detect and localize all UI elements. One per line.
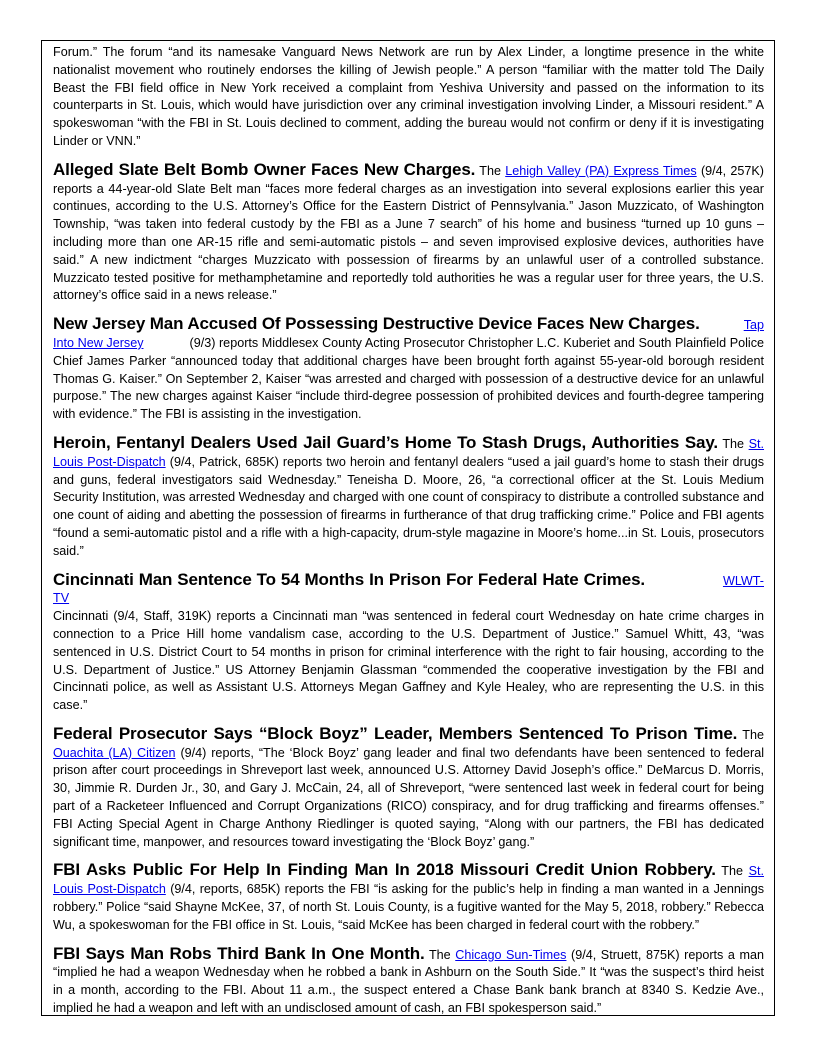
article	[53, 725, 764, 852]
article-source-link[interactable]: Ouachita (LA) Citizen	[53, 745, 176, 760]
article-body: (9/4, Patrick, 685K) reports two heroin and fentanyl dealers “used a jail guard’s home to stash their drugs and guns, federal investigators said Wednesday.” Teneisha D. Moore, 26, “a correctional officer at the St. Louis Medium Security Institution, was arrested Wednesday and charged with one count of conspiracy to distribute a controlled substance and one count of aiding and abetting the possession of firearms in furtherance of that drug trafficking crime.” Police and FBI agents “found a semi-automatic pistol and a rifle with a high-capacity, drum-style magazine in Moore’s home...in St. Louis, prosecutors said.”	[53, 454, 765, 558]
article-source-prefix: The	[428, 947, 451, 962]
article	[53, 161, 764, 305]
intro-text: Forum.” The forum “and its namesake Vanguard News Network are run by Alex Linder, a longtime presence in the white nationalist movement who routinely endorses the killing of Jewish people.” A person “familiar with the matter told The Daily Beast the FBI field office in New York received a complaint from Yeshiva University and passed on the information to its counterparts in St. Louis, which would have jurisdiction over any criminal investigation involving Linder, a Missouri resident.” A spokeswoman “with the FBI in St. Louis declined to comment, adding the bureau would not confirm or deny if it is investigating Linder or VNN.”	[53, 45, 764, 148]
article	[53, 861, 764, 934]
article-source-link[interactable]: St. Louis Post-Dispatch	[53, 864, 764, 897]
article-headline: Alleged Slate Belt Bomb Owner Faces New Charges.	[53, 159, 476, 179]
article-source-link[interactable]: WLWT-TV	[53, 573, 764, 606]
article-headline: FBI Asks Public For Help In Finding Man In 2018 Missouri Credit Union Robbery.	[53, 860, 716, 880]
article	[53, 571, 764, 715]
document-body	[53, 44, 764, 1018]
article-source-link[interactable]: Tap Into New Jersey	[53, 318, 764, 350]
article-headline: New Jersey Man Accused Of Possessing Destructive Device Faces New Charges.	[53, 314, 700, 334]
article-headline: Cincinnati Man Sentence To 54 Months In Prison For Federal Hate Crimes.	[53, 569, 645, 589]
article-headline: Heroin, Fentanyl Dealers Used Jail Guard’s Home To Stash Drugs, Authorities Say.	[53, 432, 718, 452]
article-body: (9/3) reports Middlesex County Acting Prosecutor Christopher L.C. Kuberiet and South Plainfield Police Chief James Parker “announced today that additional charges have been brought forth against 55-year-old borough resident Thomas G. Kaiser.” On September 2, Kaiser “was arrested and charged with possession of a destructive device for an unlawful purpose.” The new charges against Kaiser “include third-degree possession of prohibited devices and fourth-degree tampering with evidence.” The FBI is assisting in the investigation.	[53, 335, 765, 422]
article-source-link[interactable]: Lehigh Valley (PA) Express Times	[505, 163, 697, 178]
article-body: (9/4, Struett, 875K) reports a man “implied he had a weapon Wednesday when he robbed a bank in Ashburn on the South Side.” It “was the suspect’s third heist in a month, according to the FBI. About 11 a.m., the suspect entered a Chase Bank bank branch at 8340 S. Kedzie Ave., implied he had a weapon and left with an undisclosed amount of cash, an FBI spokesperson said.”	[53, 947, 764, 1016]
article-source-link[interactable]: St. Louis Post-Dispatch	[53, 436, 765, 469]
article-source-prefix: The	[742, 727, 764, 742]
article-source-prefix: The	[722, 436, 745, 451]
article-source-link[interactable]: Chicago Sun-Times	[455, 947, 567, 962]
article	[53, 945, 764, 1018]
article-body: (9/4, 257K) reports a 44-year-old Slate Belt man “faces more federal charges as an investigation into several explosions earlier this year continues, according to the U.S. Attorney’s Office for the Eastern District of Pennsylvania.” Jason Muzzicato, of Washington Township, “was taken into federal custody by the FBI as a June 7 search” of his home and business “turned up 10 guns – including more than one AR-15 rifle and semi-automatic pistols – and seven improvised explosive devices, authorities have said.” A new indictment “charges Muzzicato with possession of firearms by an unlawful user of a controlled substance. Muzzicato tested positive for methamphetamine and reportedly told authorities he was a regular user for three years, the U.S. attorney’s office said in a news release.”	[53, 163, 765, 303]
article	[53, 315, 764, 424]
article-headline: FBI Says Man Robs Third Bank In One Month.	[53, 943, 425, 963]
article-source-prefix: The	[721, 864, 743, 879]
intro-paragraph	[53, 44, 764, 151]
article-body: Cincinnati (9/4, Staff, 319K) reports a Cincinnati man “was sentenced in federal court Wednesday on hate crime charges in connection to a Price Hill home vandalism case, according to the U.S. Department of Justice.” Samuel Whitt, 43, “was sentenced in U.S. District Court to 54 months in prison for criminal interference with the right to fair housing, according to the U.S. Department of Justice.” US Attorney Benjamin Glassman “commended the cooperative investigation by the FBI and Cincinnati police, as well as Assistant U.S. Attorneys Megan Gaffney and Kyle Healey, who are representing the U.S. in this case.”	[53, 609, 764, 713]
article-source-prefix: The	[479, 163, 501, 178]
article-headline: Federal Prosecutor Says “Block Boyz” Leader, Members Sentenced To Prison Time.	[53, 723, 738, 743]
article-body: (9/4, reports, 685K) reports the FBI “is asking for the public’s help in finding a man wanted in a Jennings robbery.” Police “said Shayne McKee, 37, of north St. Louis County, is a fugitive wanted for the May 5, 2018, robbery.” Rebecca Wu, a spokeswoman for the FBI office in St. Louis, “said McKee has been charged in federal court with the robbery.”	[53, 882, 765, 932]
article-body: (9/4) reports, “The ‘Block Boyz’ gang leader and final two defendants have been sentenced to federal prison after court proceedings in Shreveport last week, announced U.S. Attorney David Joseph’s office.” DeMarcus D. Morris, 30, Jimmie R. Durden Jr., 30, and Gary J. McCain, 24, all of Shreveport, “were sentenced last week in federal court for being part of a Racketeer Influenced and Corrupt Organizations (RICO) conspiracy, and for drug trafficking and firearms offenses.” FBI Acting Special Agent in Charge Anthony Riedlinger is quoted saying, “Along with our partners, the FBI has dedicated significant time, manpower, and resources toward investigating the ‘Block Boyz’ gang.”	[53, 745, 764, 849]
article	[53, 434, 764, 561]
